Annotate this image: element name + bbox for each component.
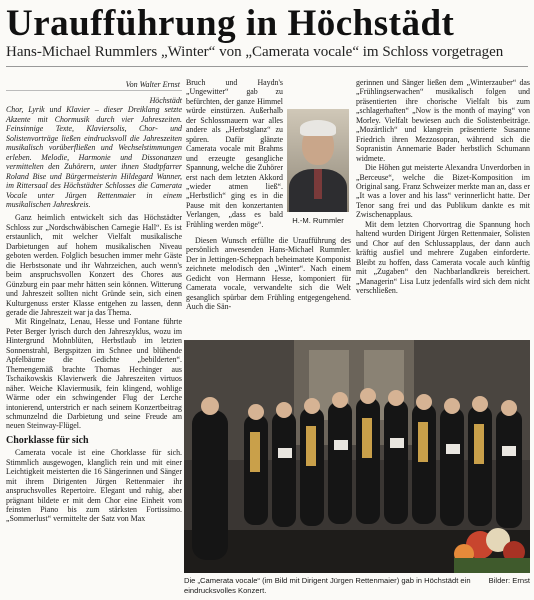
column-3 [356, 78, 530, 295]
portrait-photo [287, 109, 349, 212]
article-subheadline: Hans-Michael Rummlers „Winter“ von „Camerata vocale“ im Schloss vorgetragen [6, 44, 504, 60]
photo-caption-text: Die „Camerata vocale“ (im Bild mit Dirigent Jürgen Rettenmaier) gab in Höchstädt ein eindrucksvolles Konzert. [184, 576, 471, 595]
body-paragraph: Diesen Wunsch erfüllte die Uraufführung des persönlich anwesenden Hans-Michael Rummler. Der in Jettingen-Scheppach beheimatete Komponist zeichnete melodisch den „Winter“. Nach einem Gedicht von Hermann Hesse, komponiert für Camerata vocale, verwandelte sich die Welt gesanglich spürbar dem Frühling entgegengehend. Auch die Sän- [186, 236, 351, 312]
photo-caption [184, 576, 530, 595]
column-2-top [186, 78, 283, 229]
byline: Von Walter Ernst [125, 80, 180, 89]
body-paragraph: Mit dem letzten Chorvortrag die Spannung hoch haltend wurden Dirigent Jürgen Rettenmaier, Solisten und Chor auf den Schlussapplaus, der dann auch kräftig ausfiel und mehrere Zugaben einforderte. Bleibt zu hoffen, dass Camerata vocale auch künftig mit „Zugaben“ den Nachbarlandkreis bereichert. „Managerin“ Lisa Lutz jedenfalls wird sich dem nicht verschließen. [356, 219, 530, 295]
body-paragraph: Camerata vocale ist eine Chorklasse für sich. Stimmlich ausgewogen, klanglich rein und mit einer Leichtigkeit meisterten die 16 Sängerinnen und Sänger mit ihrem Dirigenten Jürgen Rettenmaier ihr anspruchsvolles Repertoire. Elegant und ruhig, aber prägnant bildete er mit dem Chor eine Einheit vom feinsten Piano bis zum stärksten Fortissimo. „Sommerlust“ vermittelte der Satz von Max [6, 448, 182, 524]
choir-photo [184, 340, 530, 573]
body-paragraph: gerinnen und Sänger ließen dem „Winterzauber“ das „Frühlingserwachen“ musikalisch folgen und präsentierten ihre chorische Vielfalt bis zum „schlagerhaften“ „Now is the month of maying“ von Morley. Vielfalt bewiesen auch die Solistenbeiträge. „Mozärtlich“ und klangrein präsentierte Susanne Friedrich ihren Mezzosopran, während sich die Sopranistin Annemarie Bader herbstlich Schumann widmete. [356, 78, 530, 163]
byline-rule [6, 90, 182, 91]
portrait-caption: H.-M. Rummler [292, 216, 344, 225]
photo-credit: Bilder: Ernst [488, 576, 530, 585]
section-heading: Chorklasse für sich [6, 434, 89, 446]
header-rule [6, 66, 528, 67]
dateline: Höchstädt [149, 96, 182, 105]
body-paragraph: Mit Ringelnatz, Lenau, Hesse und Fontane führte Peter Berger lyrisch durch den Jahreszyklus, wozu im Hintergrund Mohnblüten, Herbstlaub im letzten Sonnenstrahl, Bergspitzen im Schnee und blühende Apfelbäume die Gedichte „bebilderten“. Themengemäß brachte Thomas Hechinger aus Tschaikowskis Klavierwerk die Jahreszeiten virtuos näher. Weiche Klaviermusik, fein klingend, wohlige Wärme oder ein schwingender Flug der Lerche intonierend, unterstrich er nach seinem Konzertbeitrag schmunzelnd die Darbietung und seine Freude am neuen Steinway-Flügel. [6, 317, 182, 431]
article-headline: Uraufführung in Höchstädt [6, 3, 455, 44]
body-paragraph: Die Höhen gut meisterte Alexandra Unverdorben in „Berceuse“, welche die Bizet-Komposition im Original sang. Franz Schweizer merkte man an, dass er „It was a lover and his lass“ verinnerlicht hatte. Der Tenor sang frei und das Publikum dankte es mit Zwischenapplaus. [356, 163, 530, 220]
column-1 [6, 96, 182, 524]
column-2-bottom [186, 236, 351, 312]
body-paragraph: Ganz heimlich entwickelt sich das Höchstädter Schloss zur „Nordschwäbischen Carnegie Hall“. Es ist erstaunlich, mit welcher Vielfalt musikalische Darbietungen auf hohem musikalischen Niveau geboten werden. Folglich besuchen immer mehr Gäste die Herbstsonate und ihr Wahrzeichen, auch wenn's beim anspruchsvollen Konzert des Chores aus Günzburg ein paar mehr hätten sein können. Witterung und Jahreszeit sollten nicht Gründe sein, sich einen Kulturgenuss erster Klasse entgehen zu lassen, denn gerade die Jahreszeit war ja das Thema. [6, 213, 182, 317]
body-paragraph: Bruch und Haydn's „Ungewitter“ gab zu befürchten, der ganze Himmel würde einstürzen. Außerhalb der Schlossmauern war alles andere als „Herbstglanz“ zu spüren. Dafür glänzte Camerata vocale mit Brahms und erzeugte gesangliche Spannung, welche die Zuhörer erst nach dem letzten Akkord „wieder atmen ließ“. „Herbstlich“ ging es in die Pause mit den konzertanten Verlangen, „dass es bald Frühling werden möge“. [186, 78, 283, 229]
intro-paragraph: Chor, Lyrik und Klavier – dieser Dreiklang setzte Akzente mit Chormusik durch vier Jahreszeiten. Feinsinnige Texte, Klaviersolis, Chor- und Solistenvorträge ließen eindrucksvoll die Jahreszeiten musikalisch vorüberfließen und Wechselstimmungen erleben. Melodie, Harmonie und Dissonanzen vermittelten den Zuhörern, unter ihnen Stadtpfarrer Roland Bise und Bürgermeisterin Hildegard Wanner, im Rittersaal des Höchstädter Schlosses die Camerata Vocale unter Jürgen Rettenmaier in einem musikalischen Jahreskreis. [6, 105, 182, 209]
